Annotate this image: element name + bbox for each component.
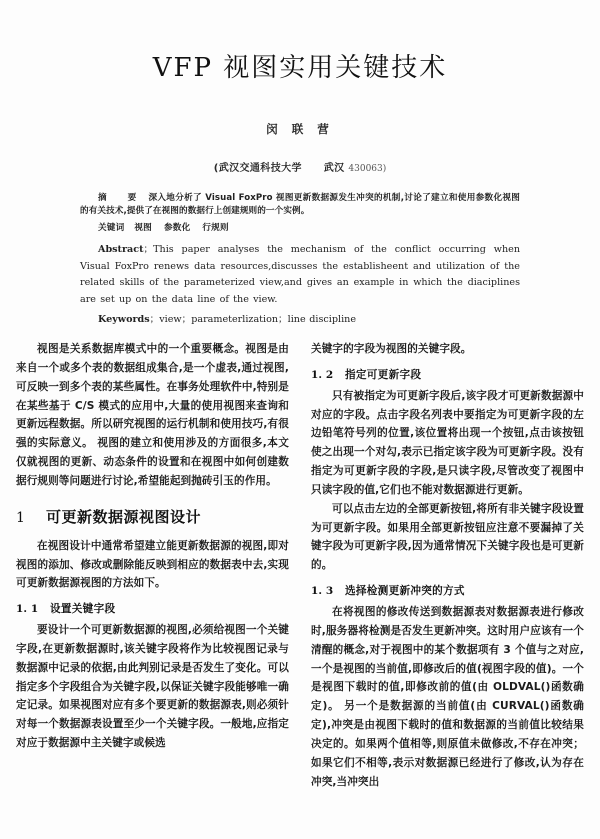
- abstract-english-separator: ；: [143, 244, 154, 256]
- abstract-block: [80, 192, 520, 329]
- affiliation-zipcode: 430063): [348, 163, 387, 174]
- abstract-chinese: [80, 192, 520, 220]
- column-left: [16, 340, 289, 791]
- paragraph-continuation: 关键字的字段为视图的关键字段。: [311, 343, 472, 355]
- subsection-title: 设置关键字段: [50, 603, 116, 616]
- paragraph-subsection-1-1: 要设计一个可更新数据源的视图,必须给视图一个关键字段,在更新数据源时,该关键字段将作为比较视图记录与数据源中记录的依据,由此判别记录是否发生了变化。可以指定多个字段组合为关键字段,以保证关键字段能够唯一确定记录。如果视图对应有多个要更新的数据源表,则必须针对每一个数据源表设置至少一个关键字段。一般地,应指定对应于数据源中主关键字或候选: [16, 624, 289, 750]
- section-number: 1: [16, 509, 26, 526]
- paragraph-subsection-1-2-a: 只有被指定为可更新字段后,该字段才可更新数据源中对应的字段。点击字段名列表中要指定为可更新字段的左边铅笔符号列的位置,该位置将出现一个按钮,点击该按钮使之出现一个对勾,表示已指定该字段为可更新字段。没有指定为可更新字段的字段,是只读字段,尽管改变了视图中只读字段的值,它们也不能对数据源进行更新。: [311, 389, 584, 496]
- keywords-english-text: ；view；parameterlization；line discipline: [149, 314, 357, 326]
- paragraph-section-1: 在视图设计中通常希望建立能更新数据源的视图,即对视图的添加、修改或删除能反映到相应的数据表中去,实现可更新数据源视图的方法如下。: [16, 539, 289, 590]
- keywords-english-label: Keywords: [98, 314, 150, 326]
- affiliation-city: 武汉: [323, 162, 345, 174]
- subsection-title: 选择检测更新冲突的方式: [345, 585, 465, 598]
- abstract-chinese-text: 深入地分析了 Visual FoxPro 视图更新数据源发生冲突的机制,讨论了建立和使用参数化视图的有关技术,提供了在视图的数据行上创建规则的一个实例。: [80, 192, 520, 217]
- affiliation-institution: (武汉交通科技大学: [213, 162, 302, 174]
- subsection-number: 1. 3: [311, 585, 334, 598]
- paragraph-subsection-1-2-b: 可以点击左边的全部更新按钮,将所有非关键字段设置为可更新字段。如果用全部更新按钮应注意不要漏掉了关键字段为可更新字段,因为通常情况下关键字段也是可更新的。: [311, 502, 584, 572]
- subsection-heading-1-2: [311, 366, 584, 385]
- subsection-title: 指定可更新字段: [345, 368, 422, 381]
- abstract-english-label: Abstract: [98, 244, 144, 256]
- abstract-english: [80, 242, 520, 308]
- column-right: [311, 340, 584, 791]
- abstract-chinese-label: 摘 要: [98, 192, 143, 203]
- keyword-chinese-item: 参数化: [163, 223, 191, 234]
- page-title: VFP 视图实用关键技术: [152, 53, 448, 83]
- abstract-english-text: This paper analyses the mechanism of the conflict occurring when Visual FoxPro renews data resources,discusses the establisheent and utilization of the related skills of the parameterized view,and gives an example in which the diaciplines are set up on the data line of the view.: [80, 244, 520, 305]
- keyword-chinese-item: 视图: [134, 223, 152, 234]
- author-name: 闵 联 营: [266, 121, 334, 136]
- subsection-heading-1-1: [16, 600, 289, 619]
- title-block: [0, 0, 600, 174]
- keyword-chinese-item: 行规则: [202, 223, 229, 234]
- keywords-chinese: [80, 222, 520, 236]
- section-heading-1: [16, 504, 289, 531]
- paragraph-subsection-1-3: 在将视图的修改传送到数据源表对数据源表进行修改时,服务器将检测是否发生更新冲突。这时用户应该有一个清醒的概念,对于视图中的某个数据项有 3 个值与之对应,一个是视图的当前值,即修改后的值(视图字段的值)。一个是视图下载时的值,即修改前的值(由 OLDVAL()函数确定)。 另一个是数据源的当前值(由 CURVAL()函数确定),冲突是由视图下载时的值和数据源的当前值比较结果决定的。如果两个值相等,则原值未做修改,不存在冲突；如果它们不相等,表示对数据源已经进行了修改,认为存在冲突,当冲突出: [311, 605, 584, 788]
- section-title: 可更新数据源视图设计: [46, 507, 202, 526]
- body-columns: [0, 340, 600, 791]
- keywords-chinese-label: 关键词: [98, 223, 125, 234]
- paragraph-intro: 视图是关系数据库模式中的一个重要概念。视图是由来自一个或多个表的数据组成集合,是一个虚表,通过视图,可反映一到多个表的某些属性。在事务处理软件中,特别是在某些基于 C/S 模式的应用中,大量的使用视图来查询和更新远程数据。所以研究视图的运行机制和使用技巧,有很强的实际意义。 视图的建立和使用涉及的方面很多,本文仅就视图的更新、动态条件的设置和在视图中如何创建数据行规则等问题进行讨论,希望能起到抛砖引玉的作用。: [16, 343, 289, 487]
- subsection-number: 1. 2: [311, 368, 334, 381]
- keywords-english: [80, 312, 520, 328]
- subsection-heading-1-3: [311, 582, 584, 601]
- affiliation: [0, 159, 600, 174]
- subsection-number: 1. 1: [16, 603, 39, 616]
